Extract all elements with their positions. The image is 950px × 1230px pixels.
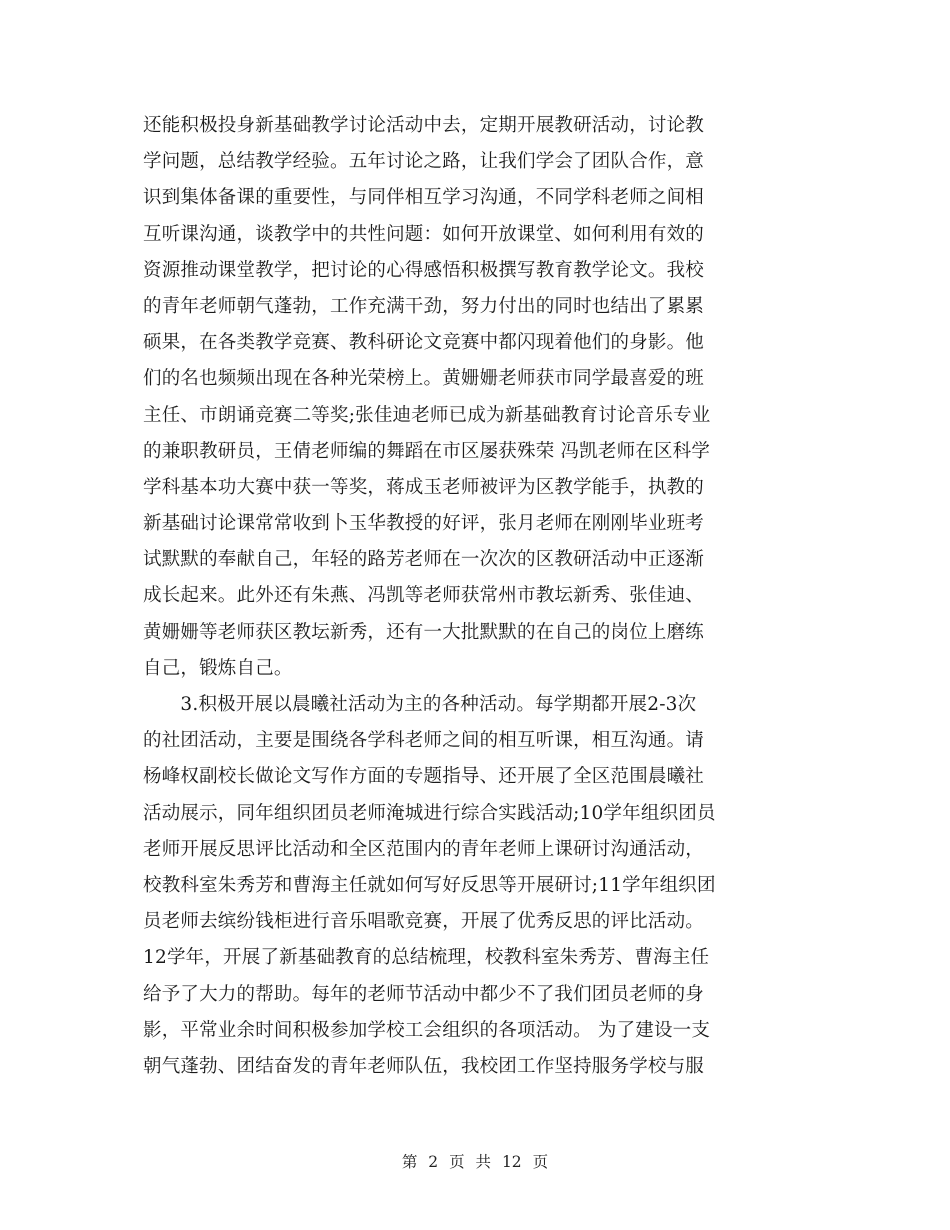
text-line: 杨峰权副校长做论文写作方面的专题指导、还开展了全区范围晨曦社 bbox=[143, 766, 705, 788]
text-line: 给予了大力的帮助。每年的老师节活动中都少不了我们团员老师的身 bbox=[143, 983, 705, 1005]
text-line: 的社团活动，主要是围绕各学科老师之间的相互听课，相互沟通。请 bbox=[143, 730, 705, 752]
text-line: 活动展示，同年组织团员老师淹城进行综合实践活动;10学年组织团员 bbox=[143, 802, 716, 824]
text-line: 学问题，总结教学经验。五年讨论之路，让我们学会了团队合作，意 bbox=[143, 151, 705, 173]
text-line: 自己，锻炼自己。 bbox=[143, 657, 293, 679]
body-text bbox=[143, 108, 823, 1085]
text-line: 的兼职教研员，王倩老师编的舞蹈在市区屡获殊荣 冯凯老师在区科学 bbox=[143, 440, 711, 462]
text-line: 员老师去缤纷钱柜进行音乐唱歌竞赛，开展了优秀反思的评比活动。 bbox=[143, 911, 705, 933]
text-line: 们的名也频频出现在各种光荣榜上。黄姗姗老师获市同学最喜爱的班 bbox=[143, 368, 705, 390]
text-line: 老师开展反思评比活动和全区范围内的青年老师上课研讨沟通活动， bbox=[143, 838, 705, 860]
text-line: 识到集体备课的重要性，与同伴相互学习沟通，不同学科老师之间相 bbox=[143, 187, 705, 209]
text-line: 试默默的奉献自己，年轻的路芳老师在一次次的区教研活动中正逐渐 bbox=[143, 549, 705, 571]
text-line: 硕果，在各类教学竞赛、教科研论文竞赛中都闪现着他们的身影。他 bbox=[143, 332, 705, 354]
text-line: 成长起来。此外还有朱燕、冯凯等老师获常州市教坛新秀、张佳迪、 bbox=[143, 585, 705, 607]
text-line: 12学年，开展了新基础教育的总结梳理，校教科室朱秀芳、曹海主任 bbox=[143, 947, 710, 969]
text-line: 朝气蓬勃、团结奋发的青年老师队伍，我校团工作坚持服务学校与服 bbox=[143, 1055, 705, 1077]
text-line: 影，平常业余时间积极参加学校工会组织的各项活动。 为了建设一支 bbox=[143, 1019, 711, 1041]
text-line: 还能积极投身新基础教学讨论活动中去，定期开展教研活动，讨论教 bbox=[143, 115, 705, 136]
text-line: 的青年老师朝气蓬勃，工作充满干劲，努力付出的同时也结出了累累 bbox=[143, 295, 705, 317]
text-line: 新基础讨论课常常收到卜玉华教授的好评，张月老师在刚刚毕业班考 bbox=[143, 513, 705, 535]
text-line: 资源推动课堂教学，把讨论的心得感悟积极撰写教育教学论文。我校 bbox=[143, 259, 705, 281]
text-line: 校教科室朱秀芳和曹海主任就如何写好反思等开展研讨;11学年组织团 bbox=[143, 874, 716, 896]
text-line: 黄姗姗等老师获区教坛新秀，还有一大批默默的在自己的岗位上磨练 bbox=[143, 621, 705, 643]
page-number-footer: 第 2 页 共 12 页 bbox=[401, 1153, 549, 1171]
text-line: 学科基本功大赛中获一等奖，蒋成玉老师被评为区教学能手，执教的 bbox=[143, 476, 705, 498]
text-line: 互听课沟通，谈教学中的共性问题：如何开放课堂、如何利用有效的 bbox=[143, 223, 705, 245]
text-line: 主任、市朗诵竞赛二等奖;张佳迪老师已成为新基础教育讨论音乐专业 bbox=[143, 404, 711, 426]
text-line: 3.积极开展以晨曦社活动为主的各种活动。每学期都开展2-3次 bbox=[143, 694, 697, 715]
